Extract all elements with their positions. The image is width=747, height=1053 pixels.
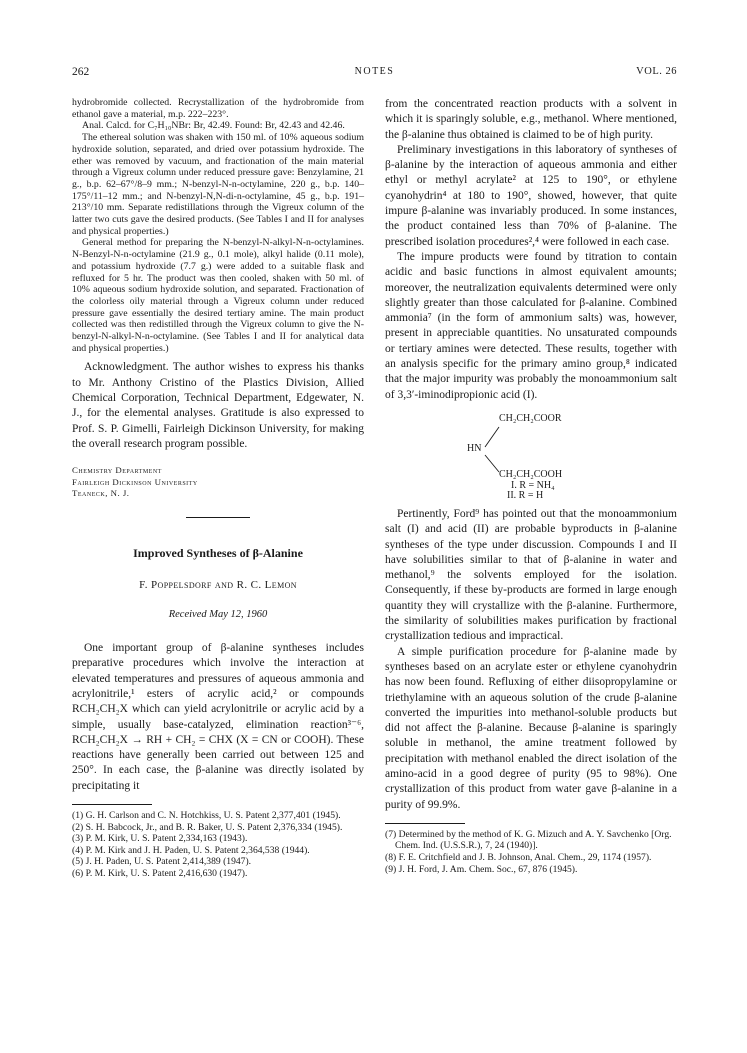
structure-label: II. R = H <box>507 489 544 501</box>
footnote-rule <box>385 823 465 824</box>
body-paragraph: The impure products were found by titration to contain acidic and basic functions in almost equivalent amounts; moreover, the neutralization equivalents determined were only slightly greater than those calculated for β-alanine. Combined ammonia⁷ (in the form of ammonium salts) was, however, present in appreciable quantities. No unsaturated compounds or tertiary amines were detected. These results, together with an analysis specific for the primary amino group,⁸ indicated that the major impurity was probably the monoammonium salt of 3,3′-iminodipropionic acid (I). <box>385 250 677 401</box>
affiliation-block <box>72 465 364 500</box>
footnote-rule <box>72 804 152 805</box>
article-divider <box>186 517 250 518</box>
affiliation-line: Fairleigh Dickinson University <box>72 476 198 487</box>
page-number: 262 <box>72 66 90 78</box>
page-header <box>72 66 677 84</box>
footnotes <box>385 829 677 875</box>
article-authors: F. Poppelsdorf and R. C. Lemon <box>139 579 297 592</box>
bond-line-upper <box>485 427 499 447</box>
experimental-paragraph: hydrobromide collected. Recrystallization of the hydrobromide from ethanol gave a material, m.p. 222–223°. <box>72 97 364 120</box>
body-paragraph: from the concentrated reaction products with a solvent in which it is sparingly soluble, e.g., methanol. Where mentioned, the β-alanine thus obtained is claimed to be of high purity. <box>385 98 677 141</box>
affiliation-line: Teaneck, N. J. <box>72 488 130 499</box>
bond-line-lower <box>485 455 499 472</box>
structure-bottom-group: CH₂CH₂COOH <box>499 468 563 480</box>
analysis-paragraph: Anal. Calcd. for C₇H₁₀NBr: Br, 42.49. Found: Br, 42.43 and 42.46. <box>82 120 345 132</box>
running-head: NOTES <box>354 66 395 77</box>
footnote: (7) Determined by the method of K. G. Mizuch and A. Y. Savchenko [Org. Chem. Ind. (U.S.S.R.), 7, 24 (1940)]. <box>385 828 672 852</box>
experimental-paragraph: The ethereal solution was shaken with 150 ml. of 10% aqueous sodium hydroxide solution, separated, and dried over potassium hydroxide. The ether was removed by vacuum, and fractionation of the main material through a Vigreux column under reduced pressure gave: Benzylamine, 21 g., b.p. 62–67°/8–9 mm.; N-benzyl-N-n-octylamine, 220 g., b.p. 140–175°/11–12 mm.; and N-benzyl-N,N-di-n-octylamine, 45 g., b.p. 191–213°/10 mm. Separate redistillations through the Vigreux column of the latter two cuts gave the desired products. (See Tables I and II for analyses and physical properties.) <box>72 132 364 237</box>
structure-label: I. R = NH₄ <box>511 479 555 491</box>
article-title: Improved Syntheses of β-Alanine <box>133 546 303 561</box>
article-body <box>72 641 364 794</box>
structure-hn: HN <box>467 442 482 454</box>
volume-label: VOL. 26 <box>636 66 677 77</box>
footnote: (4) P. M. Kirk and J. H. Paden, U. S. Patent 2,364,538 (1944). <box>72 844 310 856</box>
footnote: (3) P. M. Kirk, U. S. Patent 2,334,163 (1943). <box>72 833 248 845</box>
footnote: (5) J. H. Paden, U. S. Patent 2,414,389 (1947). <box>72 856 252 868</box>
body-paragraph: Pertinently, Ford⁹ has pointed out that the monoammonium salt (I) and acid (II) are probable byproducts in β-alanine syntheses of the type under discussion. Compounds I and II have solubilities similar to that of β-alanine in water and methanol,⁹ the solvents employed for the isolation. Consequently, if these by-products are formed in large enough quantity they will crystallize with the β-alanine. Furthermore, the similarity of solubilities makes purification by fractional crystallization tedious and impractical. <box>385 507 677 643</box>
footnote: (9) J. H. Ford, J. Am. Chem. Soc., 67, 876 (1945). <box>385 863 578 875</box>
left-column <box>72 97 364 880</box>
footnote: (6) P. M. Kirk, U. S. Patent 2,416,630 (1947). <box>72 867 248 879</box>
acknowledgment: Acknowledgment. The author wishes to express his thanks to Mr. Anthony Cristino of the Plastics Division, Allied Chemical Corporation, Technical Department, Edgewater, N. J., for the elemental analyses. Gratitude is also expressed to Prof. S. P. Gimelli, Fairleigh Dickinson University, for making the overall research program possible. <box>72 361 364 450</box>
footnote: (2) S. H. Babcock, Jr., and B. R. Baker, U. S. Patent 2,376,334 (1945). <box>72 821 343 833</box>
structure-top-group: CH₂CH₂COOR <box>499 412 562 424</box>
body-paragraph: One important group of β-alanine syntheses includes preparative procedures which involve the interaction at elevated temperatures and pressures of aqueous ammonia and acrylonitrile,¹ esters of acrylic acid,² or compounds RCH₂CH₂X which can yield acrylonitrile or acrylic acid by a simple, usually base-catalyzed, elimination reaction³⁻⁶, RCH₂CH₂X → RH + CH₂ = CHX (X = CN or COOH). These reactions have generally been carried out between 125 and 250°. In each case, the β-alanine was directly isolated by precipitating it <box>72 642 364 792</box>
body-paragraph: Preliminary investigations in this laboratory of syntheses of β-alanine by the interaction of aqueous ammonia and either ethyl or methyl acrylate² at 125 to 190°, or ethylene cyanohydrin⁴ at 180 to 190°, showed, however, that quite impure β-alanine was invariably produced. In some instances, the product contained less than 70% of β-alanine. The prescribed isolation procedures²,⁴ were followed in each case. <box>385 143 677 248</box>
footnotes <box>72 810 364 880</box>
footnote: (8) F. E. Critchfield and J. B. Johnson, Anal. Chem., 29, 1174 (1957). <box>385 852 652 864</box>
affiliation-line: Chemistry Department <box>72 465 162 476</box>
body-paragraph: A simple purification procedure for β-alanine made by syntheses based on an acrylate ester or ethylene cyanohydrin has now been found. Refluxing of either diisopropylamine or triethylamine with an aqueous solution of the crude β-alanine converted the impurities into methanol-soluble products but did not affect the β-alanine. Because β-alanine is sparingly soluble in methanol, the amine treatment followed by precipitation with methanol enabled the direct isolation of the amino-acid in a good degree of purity (95 to 98%). One crystallization of this product from water gave β-alanine in a purity of 99.9%. <box>385 645 677 811</box>
footnote: (1) G. H. Carlson and C. N. Hotchkiss, U. S. Patent 2,377,401 (1945). <box>72 810 341 821</box>
received-date: Received May 12, 1960 <box>168 609 268 621</box>
right-column <box>385 97 677 875</box>
chemical-structure <box>385 409 677 501</box>
general-method-paragraph: General method for preparing the N-benzyl-N-alkyl-N-n-octylamines. N-Benzyl-N-n-octylamine (21.9 g., 0.1 mole), alkyl halide (0.11 mole), and potassium hydroxide (7.7 g.) were added to a suitable flask and refluxed for 5 hr. The product was then cooled, shaken with 50 ml. of 10% aqueous sodium hydroxide solution, and separated. Fractionation of the colorless oily material through a Vigreux column under reduced pressure gave essentially the desired tertiary amine. The main product collected was then redistilled through the Vigreux column to give the N-benzyl-N-alkyl-N-n-octylamine. (See Tables I and II for analytical data and physical properties.) <box>72 237 364 354</box>
